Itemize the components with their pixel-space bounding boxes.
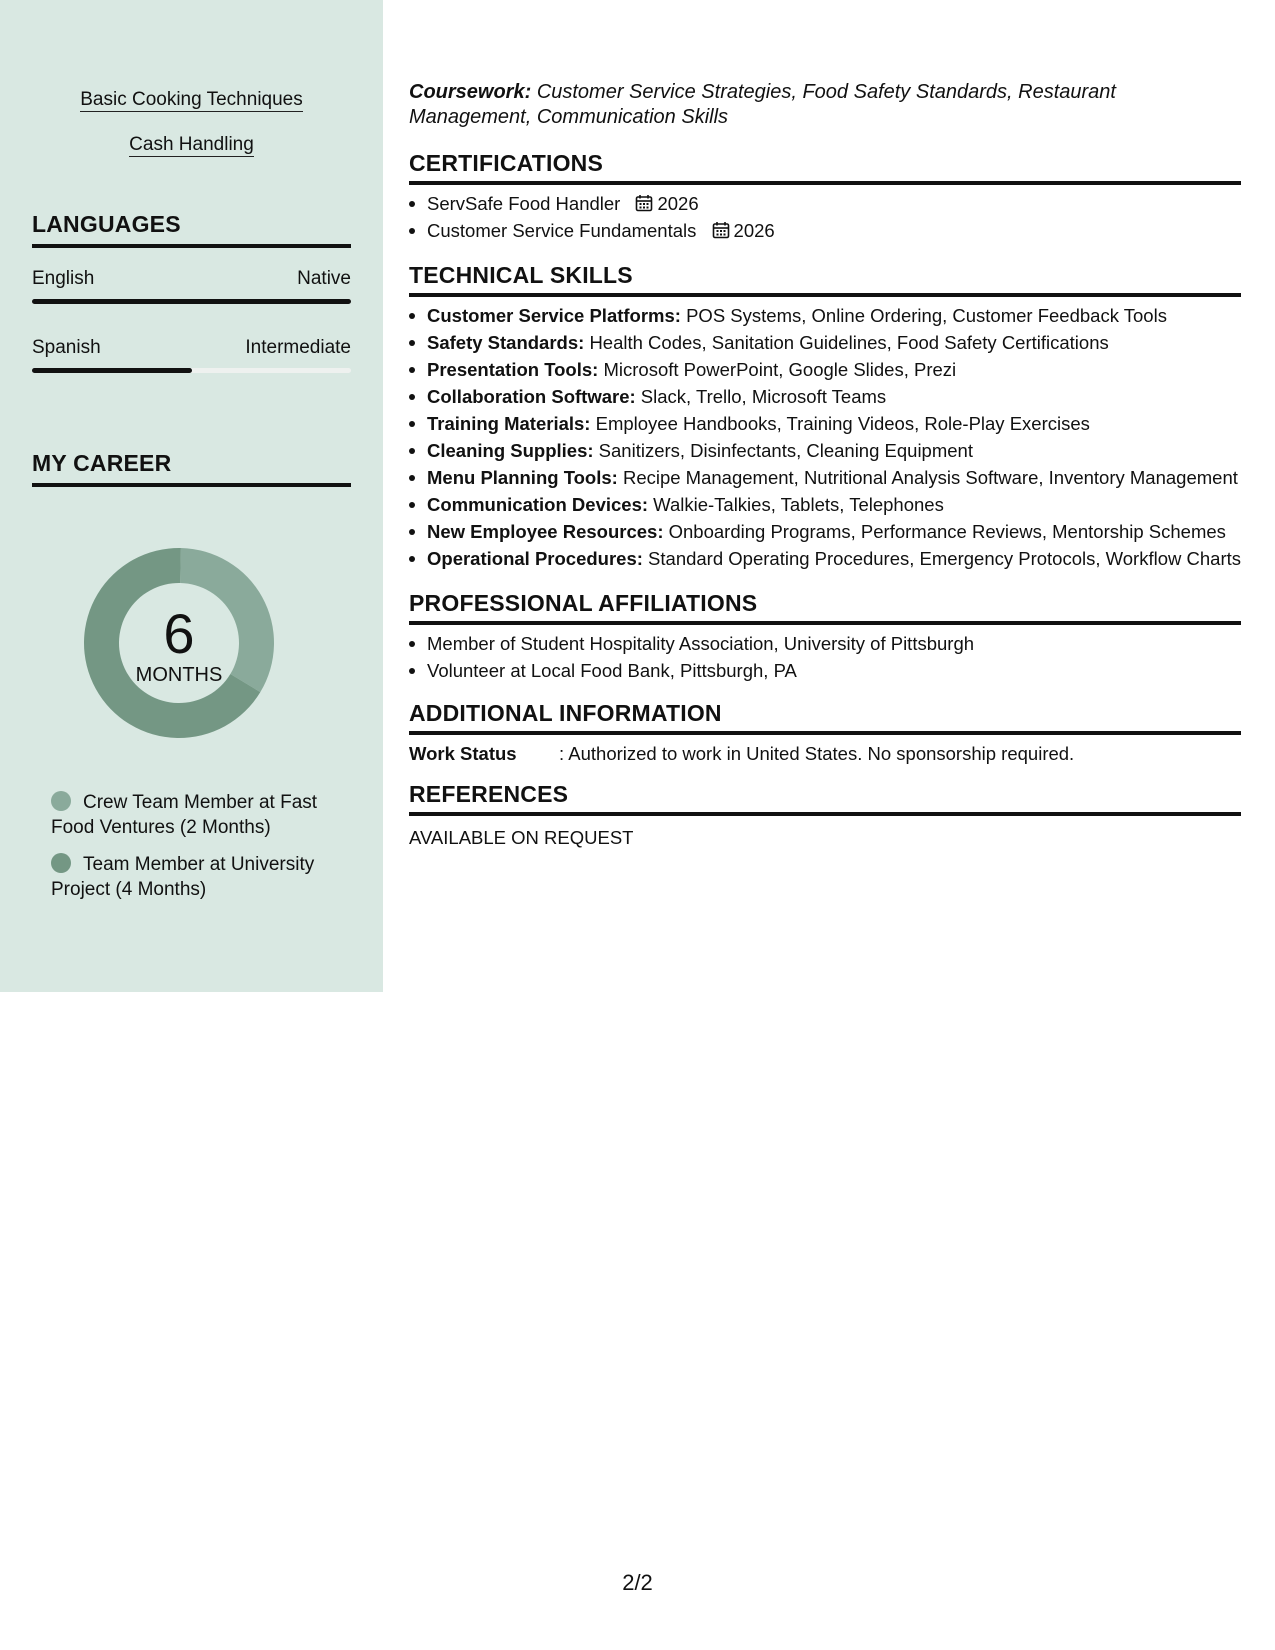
language-level: Native (297, 268, 351, 289)
certification-item (409, 217, 1241, 244)
technical-skill-item (409, 356, 1241, 383)
coursework (409, 80, 1241, 130)
career-total-unit: MONTHS (135, 664, 223, 686)
skill-values: Onboarding Programs, Performance Reviews, Mentorship Schemes (668, 521, 1226, 542)
skill-category: Operational Procedures: (427, 548, 643, 569)
affiliation-item: Member of Student Hospitality Association, University of Pittsburgh (409, 630, 1241, 657)
career-item (51, 790, 341, 840)
technical-skill-item (409, 518, 1241, 545)
skill-values: POS Systems, Online Ordering, Customer Feedback Tools (686, 305, 1167, 326)
additional-info-heading: ADDITIONAL INFORMATION (409, 700, 1241, 735)
skill-values: Standard Operating Procedures, Emergency Protocols, Workflow Charts (648, 548, 1241, 569)
technical-skill-item (409, 545, 1241, 572)
language-row (32, 336, 351, 360)
career-item-label: Team Member at University Project (4 Months) (51, 854, 315, 900)
work-status-text: : Authorized to work in United States. No sponsorship required. (559, 743, 1075, 764)
career-heading: MY CAREER (32, 450, 351, 487)
affiliations-list (409, 630, 1241, 684)
languages-heading: LANGUAGES (32, 211, 351, 248)
language-name: Spanish (32, 337, 101, 358)
skill-category: Training Materials: (427, 413, 591, 434)
affiliations-heading: PROFESSIONAL AFFILIATIONS (409, 590, 1241, 625)
coursework-text: Customer Service Strategies, Food Safety Standards, Restaurant Management, Communication Skills (409, 81, 1116, 128)
references-heading: REFERENCES (409, 781, 1241, 816)
skill-values: Health Codes, Sanitation Guidelines, Food Safety Certifications (589, 332, 1109, 353)
career-total-value: 6 (163, 602, 195, 665)
certification-item (409, 190, 1241, 217)
affiliation-item: Volunteer at Local Food Bank, Pittsburgh, PA (409, 657, 1241, 684)
skill-category: Safety Standards: (427, 332, 585, 353)
career-donut (66, 530, 292, 756)
skill-values: Walkie-Talkies, Tablets, Telephones (653, 494, 944, 515)
career-item (51, 852, 341, 902)
language-bar (32, 368, 351, 373)
work-status-label: Work Status (409, 743, 517, 764)
skill-category: Menu Planning Tools: (427, 467, 618, 488)
page-number: 2/2 (622, 1570, 653, 1595)
skill-category: Communication Devices: (427, 494, 649, 515)
skill-values: Slack, Trello, Microsoft Teams (640, 386, 887, 407)
skill-category: Customer Service Platforms: (427, 305, 681, 326)
technical-skills-heading: TECHNICAL SKILLS (409, 262, 1241, 297)
skill-category: Cleaning Supplies: (427, 440, 594, 461)
career-item-label: Crew Team Member at Fast Food Ventures (2 Months) (51, 792, 318, 838)
references-text: AVAILABLE ON REQUEST (409, 827, 634, 848)
skill-values: Microsoft PowerPoint, Google Slides, Prezi (603, 359, 957, 380)
technical-skill-item (409, 464, 1241, 491)
language-name: English (32, 268, 95, 289)
calendar-icon (635, 194, 653, 212)
calendar-icon (712, 221, 730, 239)
technical-skill-item (409, 437, 1241, 464)
language-level: Intermediate (245, 337, 351, 358)
certification-name: ServSafe Food Handler (427, 193, 621, 214)
skill-values: Recipe Management, Nutritional Analysis Software, Inventory Management (622, 467, 1238, 488)
coursework-label: Coursework: (409, 81, 532, 103)
technical-skill-item (409, 410, 1241, 437)
certification-year: 2026 (657, 193, 699, 214)
legend-dot (51, 791, 71, 811)
technical-skill-item (409, 302, 1241, 329)
skill-item (0, 88, 383, 112)
language-row (32, 267, 351, 291)
skill-category: Presentation Tools: (427, 359, 599, 380)
skill-category: New Employee Resources: (427, 521, 664, 542)
legend-dot (51, 853, 71, 873)
work-status-row (409, 742, 1241, 766)
technical-skill-item (409, 329, 1241, 356)
certifications-list (409, 190, 1241, 244)
skill-label: Basic Cooking Techniques (80, 89, 303, 110)
skill-values: Sanitizers, Disinfectants, Cleaning Equipment (598, 440, 973, 461)
technical-skill-item (409, 383, 1241, 410)
skill-values: Employee Handbooks, Training Videos, Role-Play Exercises (595, 413, 1090, 434)
language-bar (32, 299, 351, 304)
certification-name: Customer Service Fundamentals (427, 220, 697, 241)
skill-category: Collaboration Software: (427, 386, 636, 407)
certification-year: 2026 (733, 220, 775, 241)
skill-label: Cash Handling (129, 134, 254, 155)
language-bar-fill (32, 368, 192, 373)
sidebar (0, 0, 383, 992)
technical-skill-item (409, 491, 1241, 518)
language-bar-fill (32, 299, 351, 304)
skill-item (0, 133, 383, 157)
certifications-heading: CERTIFICATIONS (409, 150, 1241, 185)
technical-skills-list (409, 302, 1241, 572)
